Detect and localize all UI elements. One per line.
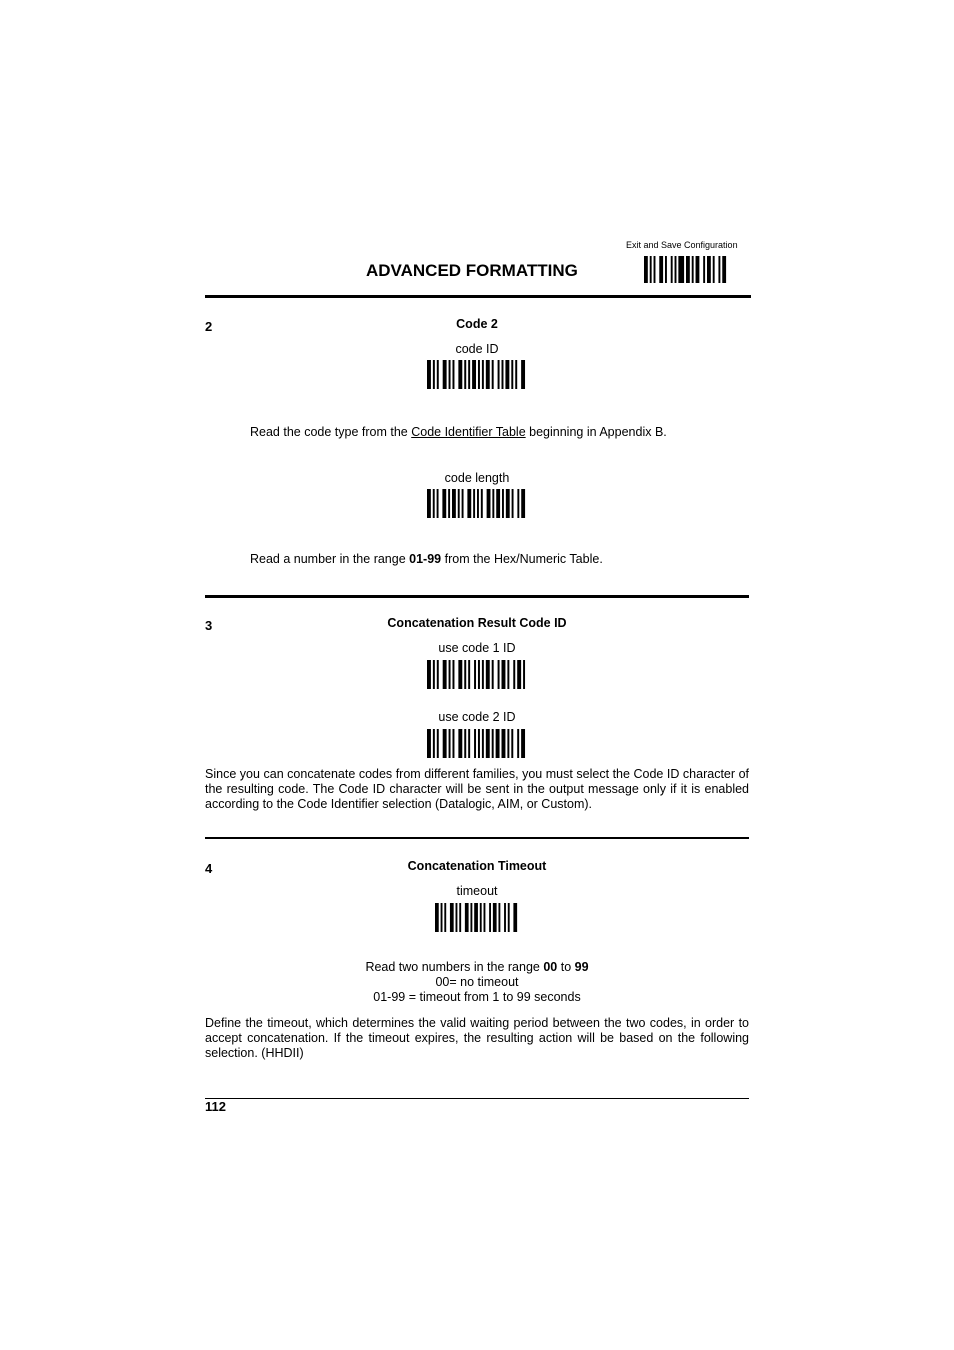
code-length-instruction: Read a number in the range 01-99 from the Hex/Numeric Table.: [250, 552, 603, 566]
section-number-4: 4: [205, 861, 213, 876]
use-code2-barcode[interactable]: [427, 729, 527, 758]
section-title-concat-result: Concatenation Result Code ID: [387, 616, 567, 630]
use-code1-barcode[interactable]: [427, 660, 527, 689]
timeout-description: Define the timeout, which determines the valid waiting period between the two codes, in order to accept concatenation. If the timeout expires, the resulting action will be based on the following selection. (HHDII): [205, 1016, 749, 1060]
timeout-barcode[interactable]: [435, 903, 519, 932]
save-config-label: Exit and Save Configuration: [626, 240, 738, 250]
concat-result-description: Since you can concatenate codes from different families, you must select the Code ID character of the resulting code. The Code ID character will be sent in the output message only if it is enabled according to the Code Identifier selection (Datalogic, AIM, or Custom).: [205, 767, 749, 811]
use-code1-label: use code 1 ID: [438, 641, 516, 655]
page-title: ADVANCED FORMATTING: [366, 261, 578, 280]
save-config-barcode[interactable]: [644, 256, 728, 283]
header-rule: [205, 295, 751, 298]
section-rule-4: [205, 837, 749, 839]
page-number: 112: [205, 1099, 230, 1114]
code-id-label: code ID: [455, 342, 499, 356]
section-title-concat-timeout: Concatenation Timeout: [407, 859, 547, 873]
timeout-no-timeout-line: 00= no timeout: [435, 975, 519, 989]
code-length-label: code length: [444, 471, 510, 485]
code-identifier-table-link[interactable]: Code Identifier Table: [411, 425, 526, 439]
timeout-range-line: Read two numbers in the range 00 to 99: [365, 960, 589, 974]
code-id-barcode[interactable]: [427, 360, 527, 389]
section-number-3: 3: [205, 618, 213, 633]
code-id-instruction: Read the code type from the Code Identifier Table beginning in Appendix B.: [250, 425, 667, 439]
timeout-seconds-line: 01-99 = timeout from 1 to 99 seconds: [373, 990, 581, 1004]
use-code2-label: use code 2 ID: [438, 710, 516, 724]
timeout-label: timeout: [456, 884, 498, 898]
section-number-2: 2: [205, 319, 213, 334]
section-title-code2: Code 2: [456, 317, 498, 331]
footer-rule: [205, 1098, 749, 1099]
section-rule-3: [205, 595, 749, 598]
code-length-barcode[interactable]: [427, 489, 527, 518]
